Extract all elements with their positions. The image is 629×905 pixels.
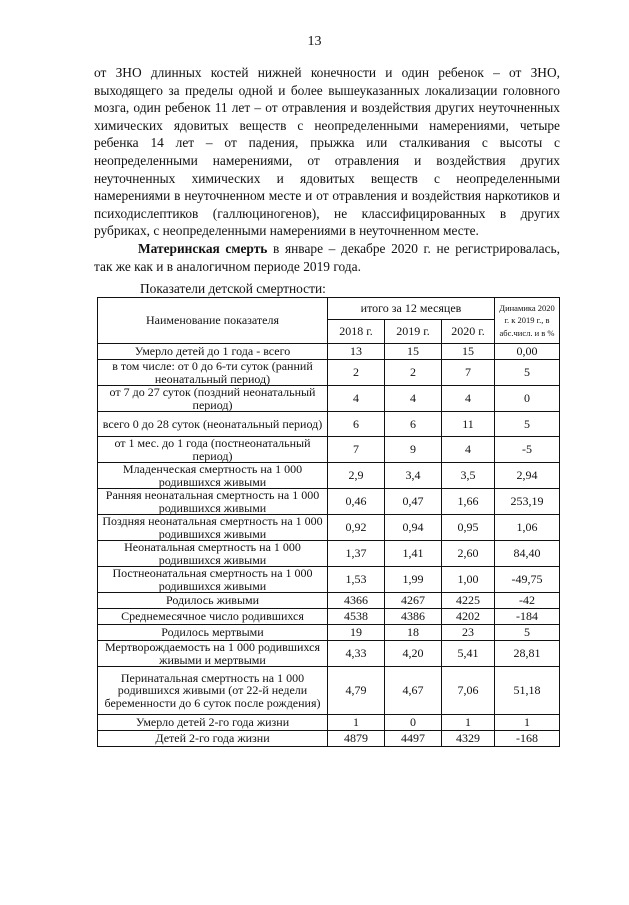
row-label: Младенческая смертность на 1 000 родившихся живыми <box>98 463 328 489</box>
value-2020: 4225 <box>442 593 495 609</box>
value-2019: 1,41 <box>385 541 442 567</box>
table-caption: Показатели детской смертности: <box>140 281 326 296</box>
row-label: Родилось мертвыми <box>98 625 328 641</box>
row-label: Неонатальная смертность на 1 000 родившихся живыми <box>98 541 328 567</box>
value-2018: 13 <box>328 344 385 360</box>
value-dynamics: -168 <box>495 731 560 747</box>
value-2020: 1,66 <box>442 489 495 515</box>
table-row <box>98 360 560 386</box>
table-row <box>98 489 560 515</box>
value-2019: 0 <box>385 715 442 731</box>
value-2020: 4329 <box>442 731 495 747</box>
value-2020: 2,60 <box>442 541 495 567</box>
value-dynamics: 28,81 <box>495 641 560 667</box>
value-2018: 1 <box>328 715 385 731</box>
value-dynamics: -5 <box>495 437 560 463</box>
body-text <box>94 64 560 275</box>
value-2019: 3,4 <box>385 463 442 489</box>
value-2018: 2 <box>328 360 385 386</box>
value-2018: 4879 <box>328 731 385 747</box>
value-2019: 15 <box>385 344 442 360</box>
value-2020: 1 <box>442 715 495 731</box>
value-2019: 4 <box>385 386 442 412</box>
header-name: Наименование показателя <box>98 298 328 344</box>
table-row <box>98 463 560 489</box>
value-2020: 3,5 <box>442 463 495 489</box>
value-2019: 4386 <box>385 609 442 625</box>
value-2019: 0,94 <box>385 515 442 541</box>
paragraph-2-text: в январе – декабре 2020 г. не регистрировалась, так же как и в аналогичном периоде 2019 года. <box>94 240 561 274</box>
table-row <box>98 567 560 593</box>
value-2018: 19 <box>328 625 385 641</box>
value-dynamics: 5 <box>495 412 560 437</box>
header-year: 2019 г. <box>385 320 442 344</box>
value-2018: 1,53 <box>328 567 385 593</box>
paragraph-2-bold: Материнская смерть <box>138 240 268 256</box>
value-2018: 4366 <box>328 593 385 609</box>
value-2020: 1,00 <box>442 567 495 593</box>
row-label: в том числе: от 0 до 6-ти суток (ранний неонатальный период) <box>98 360 328 386</box>
row-label: Среднемесячное число родившихся <box>98 609 328 625</box>
value-2018: 4,33 <box>328 641 385 667</box>
value-dynamics: -49,75 <box>495 567 560 593</box>
table-row <box>98 731 560 747</box>
value-2018: 4538 <box>328 609 385 625</box>
value-2019: 0,47 <box>385 489 442 515</box>
row-label: Перинатальная смертность на 1 000 родившихся живыми (от 22-й недели беременности до 6 суток после рождения) <box>98 667 328 715</box>
table-row <box>98 412 560 437</box>
paragraph-2 <box>94 240 560 275</box>
value-dynamics: 2,94 <box>495 463 560 489</box>
value-dynamics: 51,18 <box>495 667 560 715</box>
row-label: Родилось живыми <box>98 593 328 609</box>
table-row <box>98 515 560 541</box>
row-label: Детей 2-го года жизни <box>98 731 328 747</box>
header-dynamics: Динамика 2020 г. к 2019 г., в абс.числ. и в % <box>495 298 560 344</box>
value-2018: 0,46 <box>328 489 385 515</box>
row-label: от 7 до 27 суток (поздний неонатальный период) <box>98 386 328 412</box>
value-2020: 4 <box>442 437 495 463</box>
row-label: всего 0 до 28 суток (неонатальный период) <box>98 412 328 437</box>
row-label: Ранняя неонатальная смертность на 1 000 родившихся живыми <box>98 489 328 515</box>
value-2018: 0,92 <box>328 515 385 541</box>
value-2020: 11 <box>442 412 495 437</box>
header-period: итого за 12 месяцев <box>328 298 495 320</box>
child-mortality-table <box>97 297 560 747</box>
table-row <box>98 715 560 731</box>
value-dynamics: 253,19 <box>495 489 560 515</box>
value-2018: 4 <box>328 386 385 412</box>
value-2020: 4202 <box>442 609 495 625</box>
value-2019: 9 <box>385 437 442 463</box>
value-dynamics: -42 <box>495 593 560 609</box>
value-dynamics: 1,06 <box>495 515 560 541</box>
row-label: Постнеонатальная смертность на 1 000 родившихся живыми <box>98 567 328 593</box>
value-dynamics: 5 <box>495 625 560 641</box>
value-dynamics: 0,00 <box>495 344 560 360</box>
value-2020: 5,41 <box>442 641 495 667</box>
table-row <box>98 344 560 360</box>
value-2019: 1,99 <box>385 567 442 593</box>
value-2020: 7,06 <box>442 667 495 715</box>
value-2019: 6 <box>385 412 442 437</box>
table-row <box>98 609 560 625</box>
row-label: от 1 мес. до 1 года (постнеонатальный период) <box>98 437 328 463</box>
value-2020: 7 <box>442 360 495 386</box>
value-dynamics: 84,40 <box>495 541 560 567</box>
value-2019: 4,67 <box>385 667 442 715</box>
value-2020: 4 <box>442 386 495 412</box>
value-2020: 15 <box>442 344 495 360</box>
value-2019: 18 <box>385 625 442 641</box>
value-2019: 4497 <box>385 731 442 747</box>
value-dynamics: 0 <box>495 386 560 412</box>
row-label: Поздняя неонатальная смертность на 1 000 родившихся живыми <box>98 515 328 541</box>
table-row <box>98 593 560 609</box>
value-2020: 0,95 <box>442 515 495 541</box>
page-number: 13 <box>307 34 322 49</box>
row-label: Умерло детей 2-го года жизни <box>98 715 328 731</box>
table-row <box>98 437 560 463</box>
value-2018: 1,37 <box>328 541 385 567</box>
value-2018: 2,9 <box>328 463 385 489</box>
value-2019: 2 <box>385 360 442 386</box>
paragraph-1: от ЗНО длинных костей нижней конечности и один ребенок – от ЗНО, выходящего за пределы одной и более вышеуказанных локализации головного мозга, один ребенок 11 лет – от отравления и воздействия других неуточненных химических ядовитых веществ с неопределенными намерениями, четыре ребенка 14 лет – от падения, прыжка или сталкивания с высоты с неопределенными намерениями, от отравления и воздействия других неуточненных химических и ядовитых веществ с неопределенными намерениями в неуточненном месте и от отравления и воздействия наркотиков и психодислептиков (галлюциногенов), не классифицированных в других рубриках, с неопределенными намерениями в неуточненном месте. <box>94 65 560 239</box>
table-row <box>98 386 560 412</box>
value-dynamics: -184 <box>495 609 560 625</box>
header-year: 2020 г. <box>442 320 495 344</box>
table-row <box>98 541 560 567</box>
value-2018: 7 <box>328 437 385 463</box>
table-row <box>98 641 560 667</box>
value-2019: 4267 <box>385 593 442 609</box>
value-2020: 23 <box>442 625 495 641</box>
value-dynamics: 1 <box>495 715 560 731</box>
table-row <box>98 667 560 715</box>
value-dynamics: 5 <box>495 360 560 386</box>
row-label: Мертворождаемость на 1 000 родившихся живыми и мертвыми <box>98 641 328 667</box>
value-2018: 6 <box>328 412 385 437</box>
row-label: Умерло детей до 1 года - всего <box>98 344 328 360</box>
value-2018: 4,79 <box>328 667 385 715</box>
header-year: 2018 г. <box>328 320 385 344</box>
value-2019: 4,20 <box>385 641 442 667</box>
table-row <box>98 625 560 641</box>
